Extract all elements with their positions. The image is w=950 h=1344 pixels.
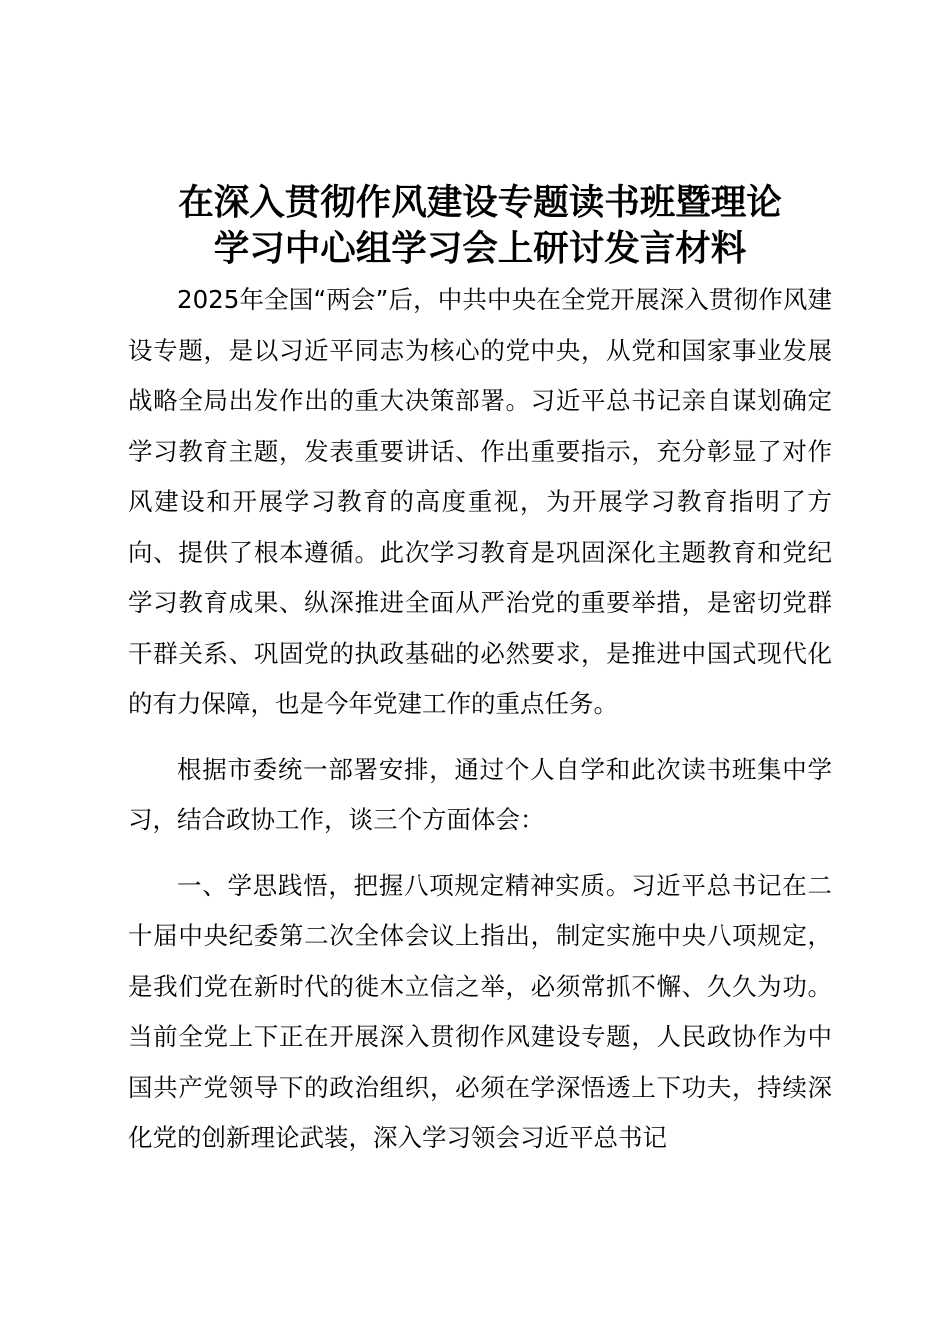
paragraph-intro: 2025年全国“两会”后，中共中央在全党开展深入贯彻作风建设专题，是以习近平同志为核心的党中央，从党和国家事业发展战略全局出发作出的重大决策部署。习近平总书记亲自谋划确定学习教育主题，发表重要讲话、作出重要指示，充分彰显了对作风建设和开展学习教育的高度重视，为开展学习教育指明了方向、提供了根本遵循。此次学习教育是巩固深化主题教育和党纪学习教育成果、纵深推进全面从严治党的重要举措，是密切党群干群关系、巩固党的执政基础的必然要求，是推进中国式现代化的有力保障，也是今年党建工作的重点任务。 [128,285,832,718]
paragraph-arrangement: 根据市委统一部署安排，通过个人自学和此次读书班集中学习，结合政协工作，谈三个方面体会： [128,754,832,834]
title-line-2: 学习中心组学习会上研讨发言材料 [213,228,747,269]
document-title [128,180,832,272]
document-page [128,180,832,1164]
paragraph-section-one: 一、学思践悟，把握八项规定精神实质。习近平总书记在二十届中央纪委第二次全体会议上指出，制定实施中央八项规定，是我们党在新时代的徙木立信之举，必须常抓不懈、久久为功。当前全党上下正在开展深入贯彻作风建设专题，人民政协作为中国共产党领导下的政治组织，必须在学深悟透上下功夫，持续深化党的创新理论武装，深入学习领会习近平总书记 [128,870,832,1152]
title-line-1: 在深入贯彻作风建设专题读书班暨理论 [178,182,782,223]
